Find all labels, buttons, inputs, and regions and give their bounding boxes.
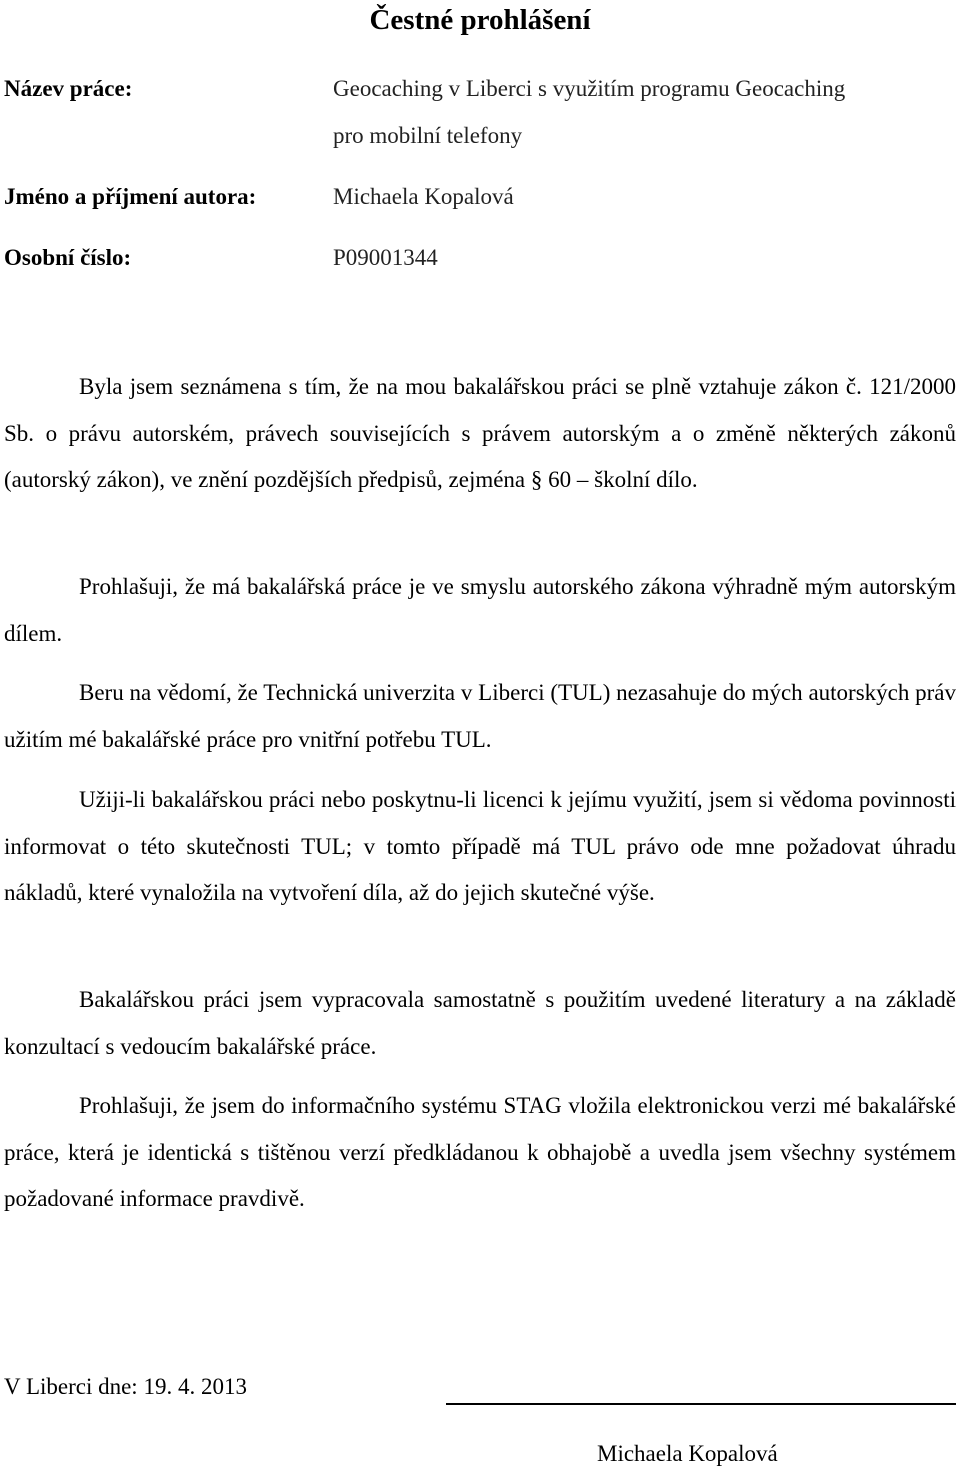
page-title: Čestné prohlášení: [369, 4, 591, 36]
declaration-paragraph-license: Užiji-li bakalářskou práci nebo poskytnu-li licenci k jejímu využití, jsem si vědoma povinnosti informovat o této skutečnosti TUL; v tomto případě má TUL právo ode mne požadovat úhradu nákladů, které vynaložila na vytvoření díla, až do jejich skutečné výše.: [4, 787, 956, 905]
declaration-paragraph-independent-work: Bakalářskou práci jsem vypracovala samostatně s použitím uvedené literatury a na základě konzultací s vedoucím bakalářské práce.: [4, 987, 956, 1059]
declaration-paragraph-copyright-law: Byla jsem seznámena s tím, že na mou bakalářskou práci se plně vztahuje zákon č. 121/2000 Sb. o právu autorském, právech souvisejících s právem autorským a o změně některých zákonů (autorský zákon), ve znění pozdějších předpisů, zejména § 60 – školní dílo.: [4, 374, 956, 492]
signature-name: Michaela Kopalová: [597, 1441, 778, 1466]
personal-id-label: Osobní číslo:: [4, 245, 132, 270]
declaration-paragraph-own-work: Prohlašuji, že má bakalářská práce je ve smyslu autorského zákona výhradně mým autorským dílem.: [4, 574, 956, 646]
signature-line: [446, 1403, 956, 1405]
thesis-title-label: Název práce:: [4, 76, 133, 101]
declaration-paragraph-tul-rights: Beru na vědomí, že Technická univerzita v Liberci (TUL) nezasahuje do mých autorských práv užitím mé bakalářské práce pro vnitřní potřebu TUL.: [4, 680, 956, 752]
thesis-title-value-line2: pro mobilní telefony: [333, 123, 523, 148]
place-and-date: V Liberci dne: 19. 4. 2013: [4, 1374, 247, 1399]
author-label: Jméno a příjmení autora:: [4, 184, 257, 209]
thesis-title-value-line1: Geocaching v Liberci s využitím programu Geocaching: [333, 76, 846, 101]
personal-id-value: P09001344: [333, 245, 438, 270]
declaration-paragraph-stag: Prohlašuji, že jsem do informačního systému STAG vložila elektronickou verzi mé bakalářské práce, která je identická s tištěnou verzí předkládanou k obhajobě a uvedla jsem všechny systémem požadované informace pravdivě.: [4, 1093, 956, 1211]
author-value: Michaela Kopalová: [333, 184, 514, 209]
